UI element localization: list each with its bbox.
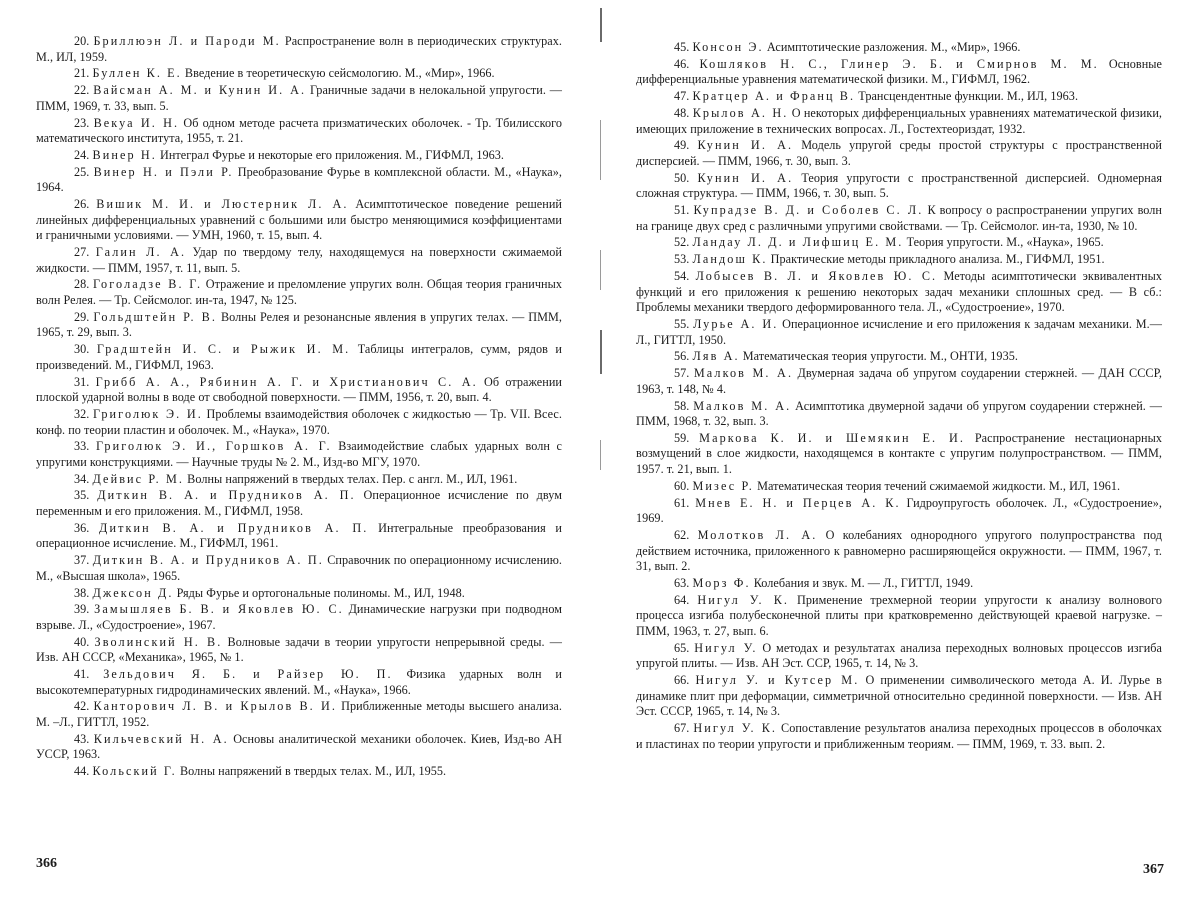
reference-number: 44.: [74, 764, 90, 779]
reference-number: 24.: [74, 147, 90, 162]
reference-author: Бриллюэн Л. и Пароди М.: [93, 34, 281, 48]
reference-entry: [636, 479, 1162, 495]
reference-number: 30.: [74, 342, 90, 357]
reference-text: Математическая теория течений сжимаемой жидкости. М., ИЛ, 1961.: [757, 478, 1121, 493]
reference-entry: [636, 673, 1162, 720]
page-number-right: 367: [1143, 862, 1164, 877]
reference-number: 20.: [74, 34, 90, 48]
reference-author: Галин Л. А.: [95, 245, 187, 260]
reference-author: Ландау Л. Д. и Лифшиц Е. М.: [692, 235, 904, 250]
reference-author: Лобысев В. Л. и Яковлев Ю. С.: [695, 269, 938, 283]
reference-text: Введение в теоретическую сейсмологию. М., «Мир», 1966.: [184, 66, 495, 81]
reference-entry: [36, 165, 562, 196]
reference-author: Зволинский Н. В.: [94, 634, 223, 649]
reference-number: 41.: [74, 667, 90, 682]
reference-author: Буллен К. Е.: [92, 66, 182, 81]
reference-text: Об одном методе расчета призматических оболочек. - Тр. Тбилисского математического института, 1955, т. 21.: [36, 115, 562, 146]
reference-author: Консон Э.: [692, 40, 764, 54]
reference-text: Распространение волн в периодических структурах. М., ИЛ, 1959.: [36, 34, 562, 64]
reference-entry: [36, 602, 562, 633]
reference-number: 46.: [674, 56, 690, 71]
reference-list-right: [636, 40, 1162, 753]
reference-author: Градштейн И. С. и Рыжик И. М.: [96, 342, 351, 357]
reference-number: 45.: [674, 40, 690, 54]
reference-author: Григолюк Э. И., Горшков А. Г.: [96, 439, 332, 454]
reference-text: Ряды Фурье и ортогональные полиномы. М., ИЛ, 1948.: [176, 585, 465, 600]
reference-text: Динамические нагрузки при подводном взрыве. Л., «Судостроение», 1967.: [36, 602, 562, 632]
reference-entry: [636, 721, 1162, 752]
reference-entry: [36, 764, 562, 780]
reference-author: Вишик М. И. и Люстерник Л. А.: [96, 197, 349, 212]
reference-text: Колебания и звук. М. — Л., ГИТТЛ, 1949.: [753, 575, 974, 590]
reference-text: К вопросу о распространении упругих волн на границе двух сред с различными упругими свойствами. — Тр. Сейсмолог. ин-та, 1930, № 10.: [636, 203, 1162, 233]
reference-number: 37.: [74, 553, 90, 568]
reference-author: Нигул У. и Кутсер М.: [695, 673, 860, 688]
reference-number: 47.: [674, 89, 690, 104]
reference-text: Отражение и преломление упругих волн. Общая теория граничных волн Релея. — Тр. Сейсмолог. ин-та, 1947, № 125.: [36, 277, 563, 307]
reference-text: Асимптотическое поведение решений линейных дифференциальных уравнений с большими или быстро меняющимися коэффициентами и граничными условиями. — УМН, 1960, т. 15, вып. 4.: [36, 197, 562, 243]
reference-entry: [36, 34, 562, 65]
reference-text: Математическая теория упругости. М., ОНТИ, 1935.: [742, 349, 1018, 364]
reference-author: Вайсман А. М. и Кунин И. А.: [93, 83, 307, 98]
reference-author: Кольский Г.: [92, 764, 177, 779]
reference-author: Джексон Д.: [92, 585, 174, 600]
reference-entry: [36, 66, 562, 82]
reference-author: Ландош К.: [692, 252, 768, 267]
reference-number: 59.: [674, 430, 690, 445]
reference-author: Малков М. А.: [693, 398, 792, 413]
reference-text: Теория упругости. М., «Наука», 1965.: [906, 235, 1104, 250]
reference-entry: [636, 431, 1162, 478]
reference-number: 61.: [674, 495, 690, 510]
reference-text: Сопоставление результатов анализа переходных процессов в оболочках и пластинах по теории упругости и приближенным теориям. — ПММ, 1969, т. 33. вып. 2.: [636, 721, 1162, 751]
reference-text: О колебаниях однородного упругого полупространства под действием источника, приложенного к равномерно расширяющейся окружности. — ПММ, 1967, т. 31, вып. 2.: [636, 528, 1162, 574]
reference-entry: [36, 635, 562, 666]
reference-number: 55.: [674, 316, 690, 331]
reference-text: Взаимодействие слабых ударных волн с упругими конструкциями. — Научные труды № 2. М., Изд-во МГУ, 1970.: [36, 439, 562, 469]
reference-entry: [36, 439, 562, 470]
reference-author: Малков М. А.: [693, 366, 794, 381]
reference-author: Мизес Р.: [692, 478, 754, 493]
reference-entry: [36, 83, 562, 114]
reference-text: Волны напряжений в твердых телах. Пер. с англ. М., ИЛ, 1961.: [187, 471, 518, 486]
reference-author: Григолюк Э. И.: [92, 406, 203, 421]
reference-text: Трансцендентные функции. М., ИЛ, 1963.: [858, 89, 1079, 104]
reference-number: 64.: [674, 592, 690, 607]
reference-author: Купрадзе В. Д. и Соболев С. Л.: [693, 203, 924, 218]
reference-entry: [636, 106, 1162, 137]
reference-entry: [36, 521, 562, 552]
reference-number: 53.: [674, 252, 690, 267]
reference-author: Нигул У. К.: [697, 592, 790, 607]
reference-author: Гоголадзе В. Г.: [92, 277, 203, 292]
reference-author: Винер Н. и Пэли Р.: [93, 164, 234, 179]
reference-author: Кунин И. А.: [697, 170, 794, 185]
reference-entry: [636, 57, 1162, 88]
reference-text: О методах и результатах анализа переходных волновых процессов изгиба упругой плиты. — Изв. АН Эст. ССР, 1965, т. 14, № 3.: [636, 640, 1163, 671]
reference-entry: [36, 699, 562, 730]
reference-number: 51.: [674, 203, 690, 218]
reference-number: 33.: [74, 439, 90, 454]
reference-entry: [36, 586, 562, 602]
reference-text: О применении символического метода А. И. Лурье в динамике плит при деформации, симметричной относительно срединной поверхности. — Изв. АН Эст. СССР, 1965, т. 14, № 3.: [636, 673, 1162, 719]
reference-text: Преобразование Фурье в комплексной области. М., «Наука», 1964.: [36, 164, 562, 195]
reference-author: Кошляков Н. С., Глинер Э. Б. и Смирнов М. М.: [699, 56, 1099, 71]
reference-author: Крылов А. Н.: [692, 105, 789, 120]
reference-author: Лурье А. И.: [693, 316, 779, 331]
reference-number: 38.: [74, 585, 90, 600]
reference-text: Модель упругой среды простой структуры с пространственной дисперсией. — ПММ, 1966, т. 30, вып. 3.: [636, 138, 1162, 168]
reference-number: 22.: [74, 83, 90, 98]
reference-number: 28.: [74, 277, 90, 292]
reference-number: 35.: [74, 488, 90, 503]
reference-text: Приближенные методы высшего анализа. М. –Л., ГИТТЛ, 1952.: [36, 699, 562, 730]
reference-number: 62.: [674, 528, 690, 542]
reference-entry: [636, 593, 1162, 640]
reference-entry: [36, 488, 562, 519]
reference-number: 60.: [674, 478, 690, 493]
reference-entry: [636, 496, 1162, 527]
reference-text: Удар по твердому телу, находящемуся на поверхности сжимаемой жидкости. — ПММ, 1957, т. 11, вып. 5.: [36, 245, 562, 275]
reference-entry: [36, 148, 562, 164]
reference-number: 56.: [674, 349, 690, 364]
reference-entry: [36, 667, 562, 698]
reference-entry: [636, 203, 1162, 234]
reference-text: Волновые задачи в теории упругости непрерывной среды. — Изв. АН СССР, «Механика», 1965, № 1.: [36, 634, 562, 665]
reference-entry: [36, 245, 562, 276]
reference-text: Основные дифференциальные уравнения математической физики. М., ГИФМЛ, 1962.: [636, 56, 1162, 87]
reference-entry: [36, 375, 562, 406]
reference-entry: [636, 40, 1162, 56]
reference-author: Нигул У. К.: [693, 721, 778, 736]
reference-number: 52.: [674, 235, 690, 250]
reference-author: Диткин В. А. и Прудников А. П.: [97, 488, 356, 503]
reference-author: Кунин И. А.: [697, 138, 794, 153]
reference-number: 58.: [674, 398, 690, 413]
reference-number: 25.: [74, 164, 90, 179]
reference-text: Методы асимптотически эквивалентных функций и его приложения к решению некоторых задач механики сплошных сред. — В сб.: Проблемы механики твердого деформированного тела. Л., «Судостроение», 1970.: [636, 269, 1162, 315]
reference-entry: [36, 553, 562, 584]
reference-number: 50.: [674, 170, 690, 185]
reference-author: Мнев Е. Н. и Перцев А. К.: [695, 495, 901, 510]
reference-text: Интеграл Фурье и некоторые его приложения. М., ГИФМЛ, 1963.: [159, 147, 505, 162]
reference-text: Теория упругости с пространственной дисперсией. Одномерная сложная структура. — ПММ, 1966, т. 30, вып. 5.: [636, 170, 1162, 201]
reference-number: 49.: [674, 138, 690, 153]
reference-entry: [636, 317, 1162, 348]
reference-author: Нигул У.: [694, 640, 758, 655]
reference-author: Зельдович Я. Б. и Райзер Ю. П.: [103, 667, 393, 682]
reference-text: О некоторых дифференциальных уравнениях математической физики, имеющих приложение в технических вопросах. Л., Гостехтеориздат, 1932.: [636, 105, 1162, 136]
reference-entry: [36, 310, 562, 341]
reference-entry: [636, 252, 1162, 268]
reference-text: Асимптотические разложения. М., «Мир», 1966.: [766, 40, 1021, 54]
reference-number: 32.: [74, 406, 90, 421]
reference-entry: [636, 641, 1162, 672]
reference-entry: [636, 138, 1162, 169]
reference-text: Физика ударных волн и высокотемпературных гидродинамических явлений. М., «Наука», 1966.: [36, 667, 562, 697]
reference-text: Волны напряжений в твердых телах. М., ИЛ, 1955.: [179, 764, 447, 779]
reference-entry: [36, 407, 562, 438]
reference-number: 57.: [674, 366, 690, 381]
reference-entry: [636, 576, 1162, 592]
reference-author: Замышляев Б. В. и Яковлев Ю. С.: [94, 602, 344, 617]
reference-entry: [636, 399, 1162, 430]
right-page: [600, 0, 1200, 906]
reference-number: 42.: [74, 699, 90, 714]
reference-text: Распространение нестационарных возмущений в слое жидкости, находящемся в контакте с упругим полупространством. — ПММ, 1957. т. 21, вып. 1.: [636, 430, 1162, 477]
reference-number: 26.: [74, 197, 90, 212]
reference-number: 34.: [74, 471, 90, 486]
reference-author: Кильчевский Н. А.: [93, 731, 229, 746]
reference-entry: [636, 171, 1162, 202]
reference-text: Таблицы интегралов, сумм, рядов и произведений. М., ГИФМЛ, 1963.: [36, 342, 562, 372]
reference-text: Гидроупругость оболочек. Л., «Судостроение», 1969.: [636, 495, 1162, 526]
reference-text: Асимптотика двумерной задачи об упругом соударении стержней. — ПММ, 1968, т. 32, вып. 3.: [636, 398, 1162, 429]
reference-entry: [636, 366, 1162, 397]
reference-entry: [36, 732, 562, 763]
reference-author: Винер Н.: [92, 147, 157, 162]
reference-author: Диткин В. А. и Прудников А. П.: [92, 553, 324, 568]
reference-text: Об отражении плоской ударной волны в воде от свободной поверхности. — ПММ, 1956, т. 20, вып. 4.: [36, 374, 562, 405]
reference-author: Дейвис Р. М.: [92, 471, 185, 486]
reference-number: 36.: [74, 520, 90, 535]
reference-text: Проблемы взаимодействия оболочек с жидкостью — Тр. VII. Всес. конф. по теории пластин и оболочек. М., «Наука», 1970.: [36, 406, 562, 437]
reference-entry: [36, 277, 562, 308]
reference-entry: [36, 342, 562, 373]
reference-number: 27.: [74, 245, 90, 260]
reference-text: Операционное исчисление и его приложения к задачам механики. М.—Л., ГИТТЛ, 1950.: [636, 316, 1162, 347]
reference-number: 40.: [74, 634, 90, 649]
reference-text: Применение трехмерной теории упругости к анализу волнового процесса изгиба полубесконечной плиты при кратковременно действующей краевой нагрузке. – ПММ, 1963, т. 27, вып. 6.: [636, 592, 1162, 638]
reference-entry: [636, 349, 1162, 365]
reference-text: Практические методы прикладного анализа. М., ГИФМЛ, 1951.: [770, 252, 1105, 267]
reference-author: Грибб А. А., Рябинин А. Г. и Христианович С. А.: [95, 374, 478, 389]
reference-number: 66.: [674, 673, 690, 688]
reference-author: Векуа И. Н.: [93, 115, 180, 130]
reference-text: Основы аналитической механики оболочек. Киев, Изд-во АН УССР, 1963.: [36, 731, 563, 762]
reference-entry: [36, 116, 562, 147]
reference-author: Диткин В. А. и Прудников А. П.: [99, 520, 369, 535]
reference-author: Морз Ф.: [692, 575, 751, 590]
reference-entry: [36, 197, 562, 244]
reference-number: 21.: [74, 66, 90, 81]
reference-number: 48.: [674, 105, 690, 120]
reference-entry: [636, 528, 1162, 575]
reference-author: Ляв А.: [692, 349, 740, 364]
reference-entry: [636, 235, 1162, 251]
reference-author: Гольдштейн Р. В.: [93, 309, 218, 324]
reference-number: 29.: [74, 309, 90, 324]
reference-author: Канторович Л. В. и Крылов В. И.: [93, 699, 338, 714]
reference-entry: [36, 472, 562, 488]
reference-text: Операционное исчисление по двум переменным и его приложения. М., ГИФМЛ, 1958.: [36, 488, 562, 519]
reference-author: Кратцер А. и Франц В.: [692, 89, 856, 104]
reference-text: Интегральные преобразования и операционное исчисление. М., ГИФМЛ, 1961.: [36, 520, 562, 551]
reference-number: 67.: [674, 721, 690, 736]
reference-number: 63.: [674, 575, 690, 590]
reference-text: Волны Релея и резонансные явления в упругих телах. — ПММ, 1965, т. 29, вып. 3.: [36, 309, 562, 340]
reference-author: Маркова К. И. и Шемякин Е. И.: [699, 430, 966, 445]
reference-text: Справочник по операционному исчислению. М., «Высшая школа», 1965.: [36, 553, 562, 583]
reference-number: 39.: [74, 602, 90, 617]
page-number-left: 366: [36, 856, 57, 871]
reference-number: 54.: [674, 269, 690, 283]
reference-entry: [636, 269, 1162, 316]
reference-number: 31.: [74, 374, 90, 389]
reference-text: Граничные задачи в нелокальной упругости. — ПММ, 1969, т. 33, вып. 5.: [36, 83, 562, 113]
reference-number: 43.: [74, 731, 90, 746]
reference-text: Двумерная задача об упругом соударении стержней. — ДАН СССР, 1963, т. 148, № 4.: [636, 366, 1162, 396]
reference-number: 65.: [674, 640, 690, 655]
reference-list-left: [36, 34, 562, 781]
reference-author: Молотков Л. А.: [697, 528, 818, 542]
reference-entry: [636, 89, 1162, 105]
reference-number: 23.: [74, 115, 90, 130]
